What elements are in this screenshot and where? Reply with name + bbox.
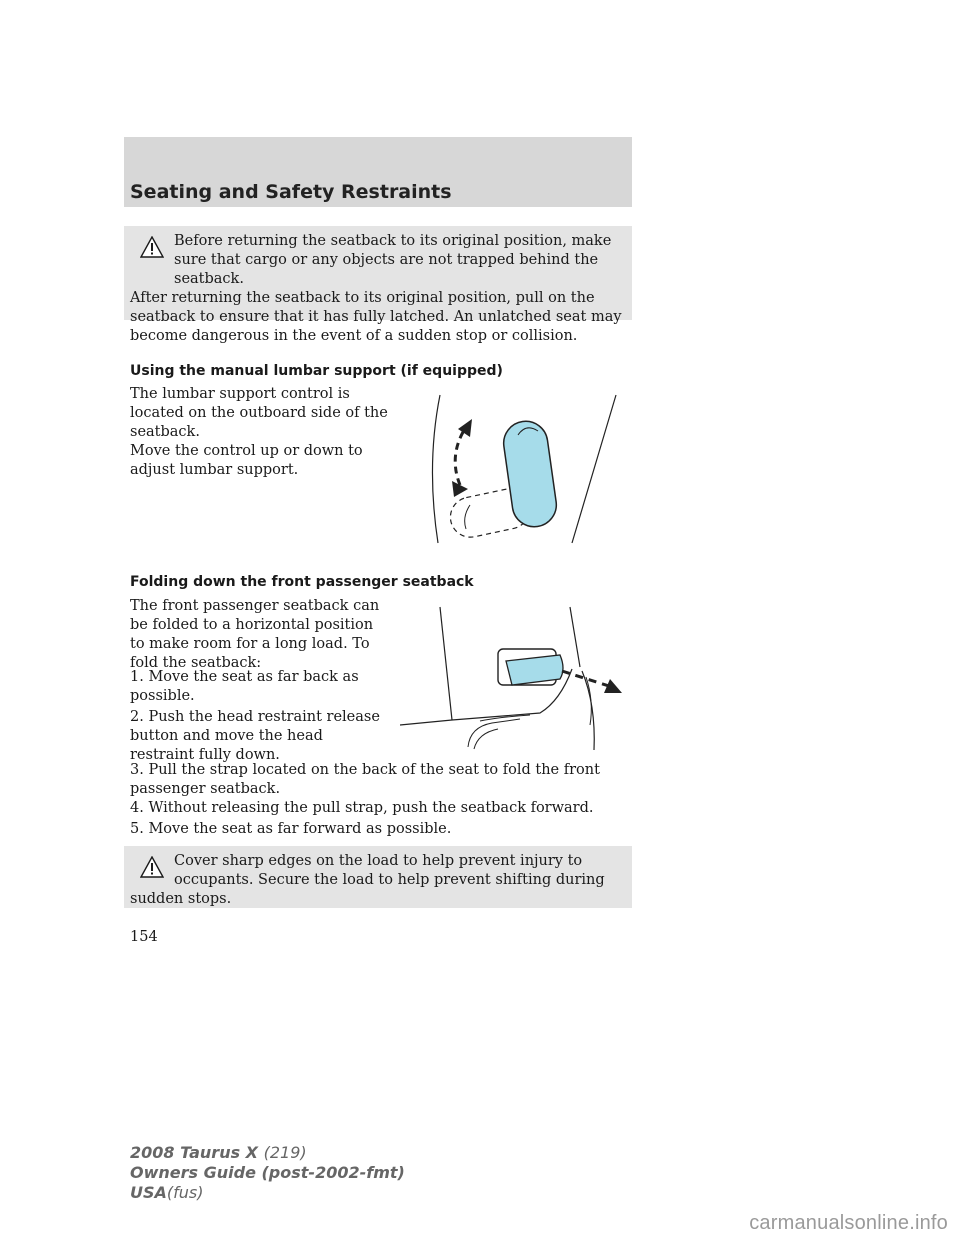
warning-text-first: Before returning the seatback to its original position, make sure that cargo or any objects are not trapped behind the seatback. xyxy=(174,233,612,287)
document-footer xyxy=(130,1143,405,1203)
section-title: Seating and Safety Restraints xyxy=(130,181,452,203)
footer-market: USA xyxy=(130,1183,167,1202)
warning-box xyxy=(124,846,632,908)
footer-model: 2008 Taurus X xyxy=(130,1143,259,1162)
fold-heading: Folding down the front passenger seatback xyxy=(130,574,474,590)
fold-intro: The front passenger seatback can be folded to a horizontal position to make room for a long load. To fold the seatback: xyxy=(130,598,380,671)
fold-step-5: 5. Move the seat as far forward as possible. xyxy=(130,821,452,837)
watermark: carmanualsonline.info xyxy=(749,1212,948,1234)
lumbar-paragraph-1: The lumbar support control is located on the outboard side of the seatback. xyxy=(130,386,388,440)
warning-box xyxy=(124,226,632,344)
warning-text-rest: sudden stops. xyxy=(130,891,232,907)
arrow-up-icon xyxy=(458,419,472,437)
warning-text-first: Cover sharp edges on the load to help prevent injury to occupants. Secure the load to help prevent shifting during xyxy=(174,853,605,888)
seatback-strap-illustration xyxy=(400,605,630,755)
fold-step-4: 4. Without releasing the pull strap, push the seatback forward. xyxy=(130,800,594,816)
warning-icon xyxy=(140,856,164,878)
fold-step-1: 1. Move the seat as far back as possible. xyxy=(130,669,359,704)
footer-market-code: (fus) xyxy=(166,1183,204,1202)
lumbar-paragraph-2: Move the control up or down to adjust lumbar support. xyxy=(130,443,363,478)
page-number: 154 xyxy=(130,929,158,945)
footer-guide: Owners Guide (post-2002-fmt) xyxy=(130,1163,405,1182)
warning-icon xyxy=(140,236,164,258)
warning-text-rest: After returning the seatback to its original position, pull on the seatback to ensure that it has fully latched. An unlatched seat may become dangerous in the event of a sudden stop or collision. xyxy=(130,290,622,344)
lumbar-control-illustration xyxy=(420,385,630,545)
fold-step-2: 2. Push the head restraint release button and move the head restraint fully down. xyxy=(130,709,380,763)
fold-step-3: 3. Pull the strap located on the back of the seat to fold the front passenger seatback. xyxy=(130,762,600,797)
footer-model-code: (219) xyxy=(263,1143,307,1162)
lumbar-heading: Using the manual lumbar support (if equipped) xyxy=(130,363,503,379)
